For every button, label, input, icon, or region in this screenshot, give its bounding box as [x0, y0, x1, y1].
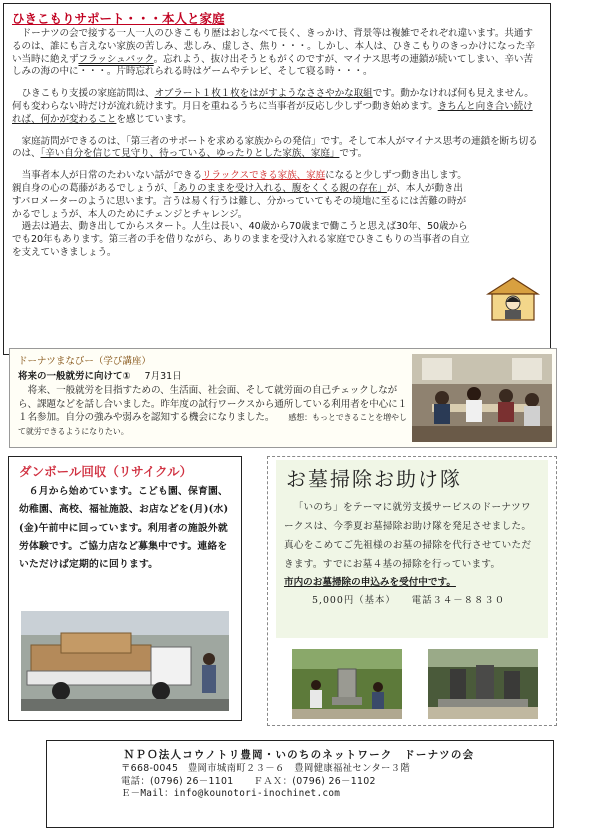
- p2-start: ひきこもり支援の家庭訪問は、: [21, 88, 155, 100]
- hikikomori-paragraph-4: [12, 170, 542, 221]
- p4-underline: 「ありのままを受け入れる、腹をくくる親の存在」: [173, 182, 387, 194]
- p4-end: が、本人が動き出すバロメーターのように思います。言うは易く行うは難し、分かっていてもその境地に至るには苦難の時がかるでしょうが、本人のためにチェンジとチャレンジ。: [12, 182, 467, 220]
- grave-cleaning-phone: 電話３４－８８３０: [411, 595, 506, 606]
- p2-end: を感じています。: [116, 113, 192, 125]
- flashback-term: フラッシュバック: [78, 53, 154, 65]
- phone-number: 電話：(0796) 26－1101: [121, 775, 234, 787]
- p2-underline-2: きちんと向き合い続ければ、何かが変わること: [12, 100, 533, 125]
- p3-underline: 「辛い自分を信じて見守り、待っている、ゆったりとした家族、家庭」: [40, 148, 340, 160]
- contact-footer: [46, 740, 554, 828]
- hikikomori-title: ひきこもりサポート・・・本人と家庭: [12, 11, 225, 26]
- truck-photo: [21, 611, 229, 711]
- manabi-body-text: 将来、一般就労を目指すための、生活面、社会面、そして就労面の自己チェックしながら、課題などを話し合いました。昨年度の試行ワークスから通所している利用者を中心に１１名参加。自分の強みや弱みを認知する機会になりました。: [18, 385, 408, 423]
- grave-photo-1: [292, 649, 402, 719]
- p4-start: 当事者本人が日常のたわいない話ができる: [21, 170, 202, 182]
- p4-red: リラックスできる家族、家庭: [201, 170, 326, 182]
- p4-mid: になると少しずつ動き出します。親自身の心の葛藤があるでしょうが、: [12, 170, 467, 194]
- manabi-title: ドーナツまなびー（学び講座）: [18, 356, 151, 367]
- manabi-subtitle-text: 将来の一般就労に向けて①: [18, 371, 131, 382]
- manabi-note: 感想：もっとできることを増やして就労できるようになりたい。: [18, 413, 407, 436]
- address-line: 〒668-0045 豊岡市城南町２３－６ 豊岡健康福祉センター３階: [121, 763, 411, 774]
- fax-number: ＦＡＸ：(0796) 26－1102: [253, 775, 376, 787]
- manabi-body: [18, 384, 408, 438]
- hikikomori-illustration: [484, 272, 542, 322]
- grave-cleaning-title: お墓掃除お助け隊: [286, 467, 462, 491]
- manabi-section: [9, 348, 557, 448]
- grave-cleaning-price-line: [284, 592, 540, 606]
- grave-photo-2: [428, 649, 538, 719]
- hikikomori-paragraph-3: [12, 136, 542, 162]
- grave-cleaning-body: 「いのち」をテーマに就労支援サービスのドーナツワークスは、今季夏お墓掃除お助け隊を発足させました。真心をこめてご先祖様のお墓の掃除を代行させていただきます。すでにお墓４基の掃除を行っています。: [284, 502, 532, 570]
- email-address[interactable]: Ｅ－Mail：info@kounotori-inochinet.com: [121, 788, 341, 799]
- hikikomori-support-section: [3, 3, 551, 355]
- cardboard-title: ダンボール回収（リサイクル）: [19, 464, 193, 479]
- cardboard-recycling-section: [8, 456, 242, 721]
- organization-name: ＮＰＯ法人コウノトリ豊岡・いのちのネットワーク ドーナツの会: [123, 749, 475, 761]
- cardboard-body: ６月から始めています。こども園、保育園、幼稚園、高校、福祉施設、お店などを(月)(水)(金)午前中に回っています。利用者の施設外就労体験です。ご協力店など募集中です。連絡をいただけば定期的に回ります。: [19, 486, 229, 571]
- hikikomori-paragraph-1: [12, 28, 542, 79]
- p2-mid: です。動かなければ何も見えません。何も変わらない時だけが流れ続けます。月日を重ねるうちに当事者が反応し少しずつ動き始めます。: [12, 88, 534, 112]
- p1-text: ドーナツの会で接する一人一人のひきこもり歴はおしなべて長く、きっかけ、背景等は複雑でそれぞれ違います。共通するのは、誰にも言えない家族の苦しみ、悲しみ、虚しさ、焦り・・・。しかし、本人は、ひきこもりのきっかけになった辛い当時に絶えず: [12, 28, 535, 65]
- p3-end: です。: [339, 148, 368, 160]
- phone-fax-line: [63, 776, 553, 789]
- p2-underline: オブラート１枚１枚をはがすようなささやかな取組: [154, 88, 373, 100]
- p3-start: 家庭訪問ができるのは、「第三者のサポートを求める家族からの発信」です。そして本人がマイナス思考の連鎖を断ち切るのは、: [12, 135, 538, 160]
- hikikomori-paragraph-2: [12, 88, 542, 126]
- grave-cleaning-accept: 市内のお墓掃除の申込みを受付中です。: [284, 577, 456, 588]
- classroom-photo: [412, 354, 552, 442]
- grave-cleaning-panel: [276, 460, 548, 638]
- grave-cleaning-section: [267, 456, 557, 726]
- manabi-date: 7月31日: [144, 371, 182, 382]
- hikikomori-paragraph-5: 過去は過去、動き出してからスタート。人生は長い、40歳から70歳まで働こうと思えば30年、50歳からでも20年もあります。第三者の手を借りながら、ありのままを受け入れる家庭でひきこもりの当事者の自立を支えていきましょう。: [12, 221, 470, 258]
- grave-cleaning-price: 5,000円（基本）: [312, 595, 396, 606]
- p1-end: 。忘れよう、抜け出そうともがくのですが、マイナス思考の連鎖が続いてしまい、辛い苦しみの海の中に・・・。片時忘れられる時はゲームやテレビ、そして寝る時・・・。: [12, 53, 533, 78]
